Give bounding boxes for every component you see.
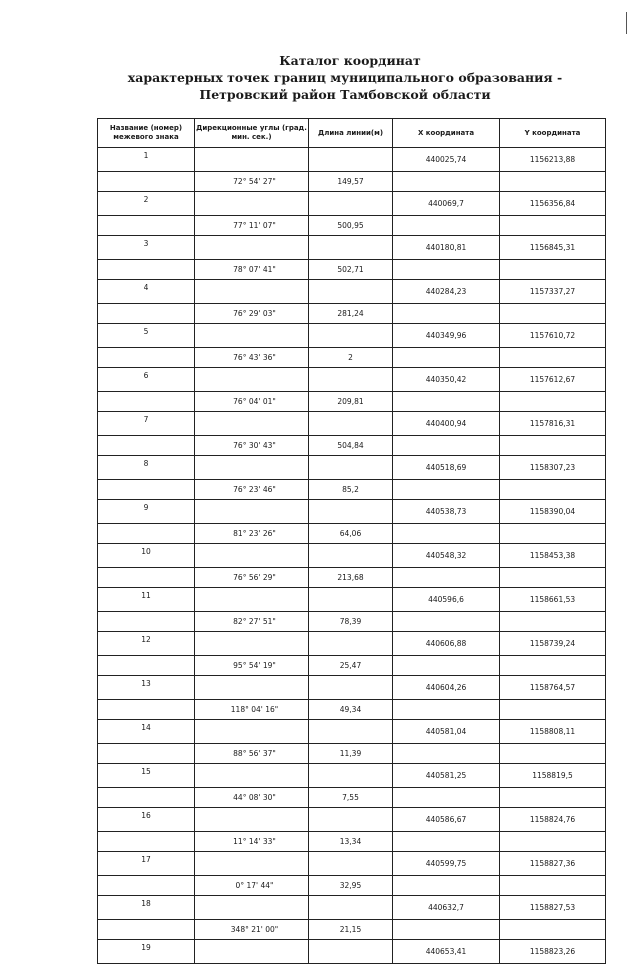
empty-cell xyxy=(195,236,309,260)
point-row xyxy=(98,852,606,876)
empty-cell xyxy=(309,764,393,788)
empty-cell xyxy=(500,171,606,192)
point-number: 13 xyxy=(98,676,195,700)
x-coordinate: 440284,23 xyxy=(393,280,500,304)
empty-cell xyxy=(393,655,500,676)
point-row xyxy=(98,192,606,216)
line-length: 504,84 xyxy=(309,435,393,456)
direction-angle: 81° 23' 26" xyxy=(195,523,309,544)
empty-cell xyxy=(98,919,195,940)
direction-angle: 11° 14' 33" xyxy=(195,831,309,852)
line-length: 11,39 xyxy=(309,743,393,764)
point-number: 14 xyxy=(98,720,195,744)
line-length: 13,34 xyxy=(309,831,393,852)
empty-cell xyxy=(309,192,393,216)
empty-cell xyxy=(195,720,309,744)
y-coordinate: 1158808,11 xyxy=(500,720,606,744)
line-length: 32,95 xyxy=(309,875,393,896)
line-length: 85,2 xyxy=(309,479,393,500)
segment-row xyxy=(98,743,606,764)
segment-row xyxy=(98,479,606,500)
empty-cell xyxy=(98,259,195,280)
x-coordinate: 440548,32 xyxy=(393,544,500,568)
point-row xyxy=(98,544,606,568)
empty-cell xyxy=(195,412,309,436)
point-number: 16 xyxy=(98,808,195,832)
empty-cell xyxy=(98,699,195,720)
point-number: 15 xyxy=(98,764,195,788)
segment-row xyxy=(98,699,606,720)
empty-cell xyxy=(393,611,500,632)
segment-row xyxy=(98,787,606,808)
empty-cell xyxy=(309,236,393,260)
empty-cell xyxy=(195,940,309,964)
empty-cell xyxy=(309,896,393,920)
y-coordinate: 1156845,31 xyxy=(500,236,606,260)
segment-row xyxy=(98,391,606,412)
y-coordinate: 1158453,38 xyxy=(500,544,606,568)
y-coordinate: 1158827,36 xyxy=(500,852,606,876)
x-coordinate: 440586,67 xyxy=(393,808,500,832)
header-x-coordinate: X координата xyxy=(393,119,500,148)
empty-cell xyxy=(393,919,500,940)
empty-cell xyxy=(98,171,195,192)
point-number: 1 xyxy=(98,148,195,172)
empty-cell xyxy=(195,808,309,832)
table-body xyxy=(98,148,606,964)
empty-cell xyxy=(195,192,309,216)
empty-cell xyxy=(393,391,500,412)
line-length: 149,57 xyxy=(309,171,393,192)
empty-cell xyxy=(195,368,309,392)
empty-cell xyxy=(393,699,500,720)
y-coordinate: 1158764,57 xyxy=(500,676,606,700)
title-line-3: Петровский район Тамбовской области xyxy=(199,87,491,102)
empty-cell xyxy=(500,743,606,764)
x-coordinate: 440180,81 xyxy=(393,236,500,260)
empty-cell xyxy=(98,347,195,368)
line-length: 21,15 xyxy=(309,919,393,940)
segment-row xyxy=(98,875,606,896)
x-coordinate: 440069,7 xyxy=(393,192,500,216)
empty-cell xyxy=(309,808,393,832)
empty-cell xyxy=(98,831,195,852)
empty-cell xyxy=(500,611,606,632)
line-length: 25,47 xyxy=(309,655,393,676)
y-coordinate: 1158661,53 xyxy=(500,588,606,612)
empty-cell xyxy=(309,720,393,744)
empty-cell xyxy=(309,676,393,700)
x-coordinate: 440350,42 xyxy=(393,368,500,392)
empty-cell xyxy=(393,171,500,192)
x-coordinate: 440581,04 xyxy=(393,720,500,744)
empty-cell xyxy=(393,523,500,544)
y-coordinate: 1156213,88 xyxy=(500,148,606,172)
y-coordinate: 1158827,53 xyxy=(500,896,606,920)
y-coordinate: 1157337,27 xyxy=(500,280,606,304)
segment-row xyxy=(98,611,606,632)
point-row xyxy=(98,412,606,436)
empty-cell xyxy=(195,852,309,876)
direction-angle: 72° 54' 27" xyxy=(195,171,309,192)
point-row xyxy=(98,280,606,304)
point-row xyxy=(98,500,606,524)
direction-angle: 82° 27' 51" xyxy=(195,611,309,632)
empty-cell xyxy=(195,676,309,700)
empty-cell xyxy=(309,544,393,568)
empty-cell xyxy=(500,567,606,588)
line-length: 281,24 xyxy=(309,303,393,324)
x-coordinate: 440349,96 xyxy=(393,324,500,348)
line-length: 213,68 xyxy=(309,567,393,588)
table-header-row xyxy=(98,119,606,148)
direction-angle: 348° 21' 00" xyxy=(195,919,309,940)
empty-cell xyxy=(195,544,309,568)
empty-cell xyxy=(195,456,309,480)
x-coordinate: 440596,6 xyxy=(393,588,500,612)
empty-cell xyxy=(393,215,500,236)
empty-cell xyxy=(393,303,500,324)
empty-cell xyxy=(309,148,393,172)
empty-cell xyxy=(500,523,606,544)
direction-angle: 76° 43' 36" xyxy=(195,347,309,368)
direction-angle: 76° 56' 29" xyxy=(195,567,309,588)
title-line-2: характерных точек границ муниципального образования - xyxy=(127,70,563,85)
point-row xyxy=(98,896,606,920)
direction-angle: 77° 11' 07" xyxy=(195,215,309,236)
x-coordinate: 440653,41 xyxy=(393,940,500,964)
y-coordinate: 1158819,5 xyxy=(500,764,606,788)
title-line-1: Каталог координат xyxy=(279,53,421,68)
empty-cell xyxy=(500,391,606,412)
segment-row xyxy=(98,435,606,456)
x-coordinate: 440025,74 xyxy=(393,148,500,172)
point-number: 9 xyxy=(98,500,195,524)
direction-angle: 44° 08' 30" xyxy=(195,787,309,808)
empty-cell xyxy=(500,215,606,236)
empty-cell xyxy=(195,896,309,920)
empty-cell xyxy=(195,148,309,172)
empty-cell xyxy=(195,632,309,656)
line-length: 500,95 xyxy=(309,215,393,236)
direction-angle: 78° 07' 41" xyxy=(195,259,309,280)
header-direction-angle: Дирекционные углы (град. мин. сек.) xyxy=(195,119,309,148)
empty-cell xyxy=(500,831,606,852)
empty-cell xyxy=(309,412,393,436)
empty-cell xyxy=(98,655,195,676)
empty-cell xyxy=(98,523,195,544)
empty-cell xyxy=(195,324,309,348)
y-coordinate: 1158390,04 xyxy=(500,500,606,524)
empty-cell xyxy=(393,743,500,764)
x-coordinate: 440538,73 xyxy=(393,500,500,524)
line-length: 49,34 xyxy=(309,699,393,720)
point-number: 17 xyxy=(98,852,195,876)
empty-cell xyxy=(98,787,195,808)
y-coordinate: 1158307,23 xyxy=(500,456,606,480)
empty-cell xyxy=(195,764,309,788)
point-number: 6 xyxy=(98,368,195,392)
empty-cell xyxy=(393,479,500,500)
point-row xyxy=(98,456,606,480)
empty-cell xyxy=(98,875,195,896)
y-coordinate: 1158739,24 xyxy=(500,632,606,656)
empty-cell xyxy=(393,347,500,368)
segment-row xyxy=(98,259,606,280)
point-row xyxy=(98,720,606,744)
empty-cell xyxy=(500,479,606,500)
empty-cell xyxy=(393,435,500,456)
y-coordinate: 1157612,67 xyxy=(500,368,606,392)
x-coordinate: 440581,25 xyxy=(393,764,500,788)
empty-cell xyxy=(500,303,606,324)
empty-cell xyxy=(393,567,500,588)
point-row xyxy=(98,324,606,348)
y-coordinate: 1158824,76 xyxy=(500,808,606,832)
empty-cell xyxy=(195,280,309,304)
header-line-length: Длина линии(м) xyxy=(309,119,393,148)
header-y-coordinate: Y координата xyxy=(500,119,606,148)
direction-angle: 76° 04' 01" xyxy=(195,391,309,412)
segment-row xyxy=(98,523,606,544)
document-title xyxy=(0,52,640,103)
segment-row xyxy=(98,655,606,676)
y-coordinate: 1157816,31 xyxy=(500,412,606,436)
segment-row xyxy=(98,919,606,940)
empty-cell xyxy=(98,743,195,764)
point-row xyxy=(98,940,606,964)
empty-cell xyxy=(500,655,606,676)
empty-cell xyxy=(98,391,195,412)
segment-row xyxy=(98,347,606,368)
empty-cell xyxy=(98,567,195,588)
empty-cell xyxy=(309,280,393,304)
y-coordinate: 1157610,72 xyxy=(500,324,606,348)
scan-mark xyxy=(626,12,627,34)
segment-row xyxy=(98,303,606,324)
empty-cell xyxy=(500,435,606,456)
direction-angle: 76° 23' 46" xyxy=(195,479,309,500)
empty-cell xyxy=(500,699,606,720)
empty-cell xyxy=(500,347,606,368)
empty-cell xyxy=(393,787,500,808)
point-row xyxy=(98,676,606,700)
empty-cell xyxy=(309,324,393,348)
header-point-name: Название (номер) межевого знака xyxy=(98,119,195,148)
point-number: 11 xyxy=(98,588,195,612)
point-row xyxy=(98,236,606,260)
empty-cell xyxy=(309,852,393,876)
point-row xyxy=(98,764,606,788)
point-row xyxy=(98,808,606,832)
x-coordinate: 440518,69 xyxy=(393,456,500,480)
y-coordinate: 1156356,84 xyxy=(500,192,606,216)
x-coordinate: 440606,88 xyxy=(393,632,500,656)
coordinates-table xyxy=(97,118,606,964)
empty-cell xyxy=(309,632,393,656)
line-length: 209,81 xyxy=(309,391,393,412)
point-number: 19 xyxy=(98,940,195,964)
empty-cell xyxy=(309,368,393,392)
direction-angle: 0° 17' 44" xyxy=(195,875,309,896)
direction-angle: 76° 30' 43" xyxy=(195,435,309,456)
x-coordinate: 440632,7 xyxy=(393,896,500,920)
empty-cell xyxy=(195,588,309,612)
line-length: 7,55 xyxy=(309,787,393,808)
segment-row xyxy=(98,831,606,852)
line-length: 78,39 xyxy=(309,611,393,632)
empty-cell xyxy=(309,588,393,612)
x-coordinate: 440599,75 xyxy=(393,852,500,876)
point-row xyxy=(98,632,606,656)
empty-cell xyxy=(98,611,195,632)
empty-cell xyxy=(98,303,195,324)
point-number: 10 xyxy=(98,544,195,568)
y-coordinate: 1158823,26 xyxy=(500,940,606,964)
empty-cell xyxy=(98,479,195,500)
direction-angle: 118° 04' 16" xyxy=(195,699,309,720)
point-number: 4 xyxy=(98,280,195,304)
empty-cell xyxy=(500,787,606,808)
direction-angle: 88° 56' 37" xyxy=(195,743,309,764)
empty-cell xyxy=(309,940,393,964)
direction-angle: 76° 29' 03" xyxy=(195,303,309,324)
empty-cell xyxy=(98,215,195,236)
point-number: 7 xyxy=(98,412,195,436)
x-coordinate: 440400,94 xyxy=(393,412,500,436)
segment-row xyxy=(98,567,606,588)
empty-cell xyxy=(309,500,393,524)
x-coordinate: 440604,26 xyxy=(393,676,500,700)
point-row xyxy=(98,368,606,392)
empty-cell xyxy=(393,831,500,852)
point-number: 12 xyxy=(98,632,195,656)
empty-cell xyxy=(195,500,309,524)
point-number: 5 xyxy=(98,324,195,348)
empty-cell xyxy=(500,875,606,896)
line-length: 64,06 xyxy=(309,523,393,544)
point-row xyxy=(98,588,606,612)
empty-cell xyxy=(393,875,500,896)
line-length: 502,71 xyxy=(309,259,393,280)
empty-cell xyxy=(500,919,606,940)
point-number: 3 xyxy=(98,236,195,260)
line-length: 2 xyxy=(309,347,393,368)
empty-cell xyxy=(98,435,195,456)
segment-row xyxy=(98,215,606,236)
direction-angle: 95° 54' 19" xyxy=(195,655,309,676)
empty-cell xyxy=(309,456,393,480)
empty-cell xyxy=(500,259,606,280)
point-row xyxy=(98,148,606,172)
point-number: 2 xyxy=(98,192,195,216)
point-number: 18 xyxy=(98,896,195,920)
empty-cell xyxy=(393,259,500,280)
segment-row xyxy=(98,171,606,192)
point-number: 8 xyxy=(98,456,195,480)
